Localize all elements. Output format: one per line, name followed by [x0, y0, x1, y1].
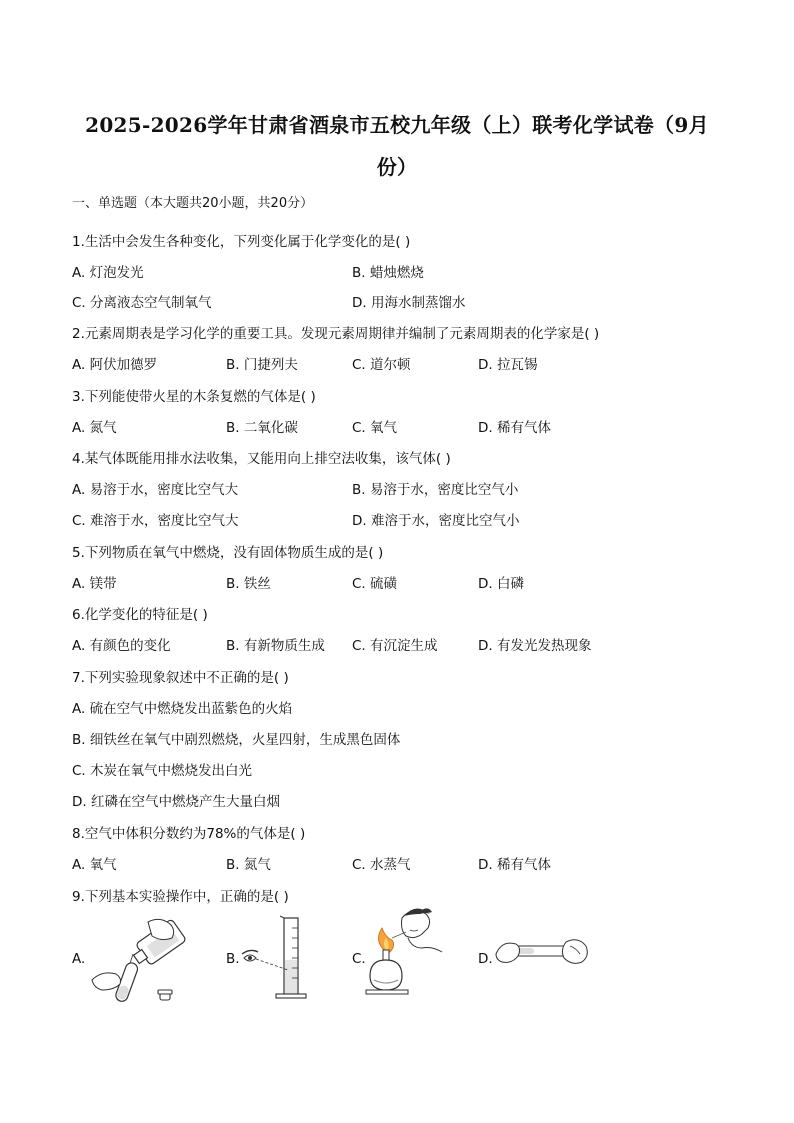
- question-5-option-b[interactable]: B. 铁丝: [226, 576, 271, 592]
- question-8-option-d[interactable]: D. 稀有气体: [478, 857, 551, 873]
- alcohol-lamp-illustration[interactable]: [362, 906, 446, 1006]
- question-3-stem: 3.下列能使带火星的木条复燃的气体是( ): [72, 389, 316, 405]
- question-9-option-c-label[interactable]: C.: [352, 951, 366, 967]
- question-1-option-d[interactable]: D. 用海水制蒸馏水: [352, 295, 466, 311]
- question-1-stem: 1.生活中会发生各种变化，下列变化属于化学变化的是( ): [72, 234, 411, 250]
- question-8-option-a[interactable]: A. 氧气: [72, 857, 117, 873]
- question-2-stem: 2.元素周期表是学习化学的重要工具。发现元素周期律并编制了元素周期表的化学家是( ): [72, 326, 600, 342]
- question-5-option-d[interactable]: D. 白磷: [478, 576, 524, 592]
- question-2-option-c[interactable]: C. 道尔顿: [352, 357, 411, 373]
- question-7-option-a[interactable]: A. 硫在空气中燃烧发出蓝紫色的火焰: [72, 701, 293, 717]
- question-3-option-d[interactable]: D. 稀有气体: [478, 420, 551, 436]
- question-2-option-b[interactable]: B. 门捷列夫: [226, 357, 298, 373]
- question-5-option-c[interactable]: C. 硫磺: [352, 576, 398, 592]
- question-4-option-d[interactable]: D. 难溶于水，密度比空气小: [352, 513, 520, 529]
- page-title: 2025-2026学年甘肃省酒泉市五校九年级（上）联考化学试卷（9月份）: [85, 113, 709, 179]
- question-8-option-c[interactable]: C. 水蒸气: [352, 857, 411, 873]
- question-1-option-b[interactable]: B. 蜡烛燃烧: [352, 265, 424, 281]
- graduated-cylinder-illustration[interactable]: [238, 914, 318, 1000]
- question-4-option-b[interactable]: B. 易溶于水，密度比空气小: [352, 482, 519, 498]
- question-2-option-d[interactable]: D. 拉瓦锡: [478, 357, 538, 373]
- question-1-option-a[interactable]: A. 灯泡发光: [72, 265, 144, 281]
- test-tube-shaking-illustration[interactable]: [494, 932, 590, 974]
- question-7-stem: 7.下列实验现象叙述中不正确的是( ): [72, 670, 289, 686]
- question-5-stem: 5.下列物质在氧气中燃烧，没有固体物质生成的是( ): [72, 545, 384, 561]
- question-2-option-a[interactable]: A. 阿伏加德罗: [72, 357, 158, 373]
- question-3-option-a[interactable]: A. 氮气: [72, 420, 117, 436]
- question-9-option-a-label[interactable]: A.: [72, 951, 86, 967]
- question-6-option-d[interactable]: D. 有发光发热现象: [478, 638, 592, 654]
- question-8-option-b[interactable]: B. 氮气: [226, 857, 271, 873]
- question-4-option-c[interactable]: C. 难溶于水，密度比空气大: [72, 513, 239, 529]
- question-7-option-d[interactable]: D. 红磷在空气中燃烧产生大量白烟: [72, 794, 280, 810]
- question-3-option-c[interactable]: C. 氧气: [352, 420, 398, 436]
- question-1-option-c[interactable]: C. 分离液态空气制氧气: [72, 295, 212, 311]
- question-6-option-a[interactable]: A. 有颜色的变化: [72, 638, 171, 654]
- question-7-option-c[interactable]: C. 木炭在氧气中燃烧发出白光: [72, 763, 253, 779]
- question-9-option-b-label[interactable]: B.: [226, 951, 240, 967]
- question-7-option-b[interactable]: B. 细铁丝在氧气中剧烈燃烧，火星四射，生成黑色固体: [72, 732, 401, 748]
- question-8-stem: 8.空气中体积分数约为78%的气体是( ): [72, 826, 306, 842]
- question-4-stem: 4.某气体既能用排水法收集，又能用向上排空法收集，该气体( ): [72, 451, 451, 467]
- pouring-liquid-illustration[interactable]: [86, 914, 196, 1006]
- question-9-option-d-label[interactable]: D.: [478, 951, 493, 967]
- section-heading: 一、单选题（本大题共20小题，共20分）: [72, 196, 314, 211]
- question-5-option-a[interactable]: A. 镁带: [72, 576, 117, 592]
- question-9-stem: 9.下列基本实验操作中，正确的是( ): [72, 889, 289, 905]
- question-6-option-b[interactable]: B. 有新物质生成: [226, 638, 325, 654]
- question-6-option-c[interactable]: C. 有沉淀生成: [352, 638, 438, 654]
- question-4-option-a[interactable]: A. 易溶于水，密度比空气大: [72, 482, 239, 498]
- question-6-stem: 6.化学变化的特征是( ): [72, 607, 208, 623]
- question-3-option-b[interactable]: B. 二氧化碳: [226, 420, 298, 436]
